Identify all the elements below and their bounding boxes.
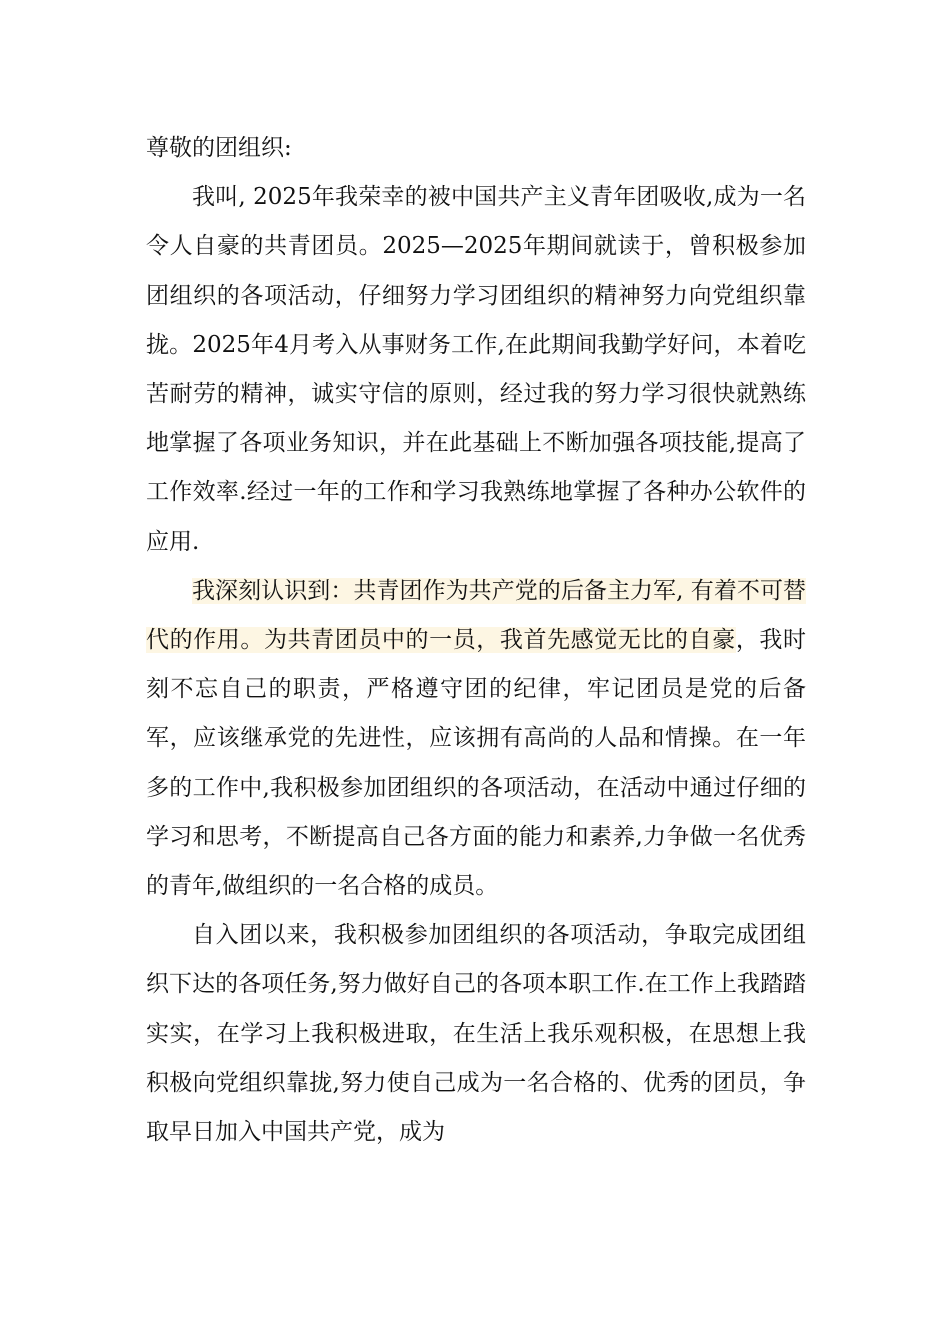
paragraph-1: 我叫, 2025年我荣幸的被中国共产主义青年团吸收,成为一名令人自豪的共青团员。2025—2025年期间就读于，曾积极参加团组织的各项活动，仔细努力学习团组织的精神努力向党组织靠拢。2025年4月考入从事财务工作,在此期间我勤学好问，本着吃苦耐劳的精神，诚实守信的原则，经过我的努力学习很快就熟练地掌握了各项业务知识，并在此基础上不断加强各项技能,提高了工作效率.经过一年的工作和学习我熟练地掌握了各种办公软件的应用.	[146, 184, 806, 555]
highlighted-text: 我深刻认识到：共青团作为共产党的后备主力军, 有着不可替代的作用。为共青团员中的一员，我首先感觉无比的自豪	[146, 577, 806, 654]
salutation: 尊敬的团组织:	[146, 135, 292, 161]
paragraph-3: 自入团以来，我积极参加团组织的各项活动，争取完成团组织下达的各项任务,努力做好自己的各项本职工作.在工作上我踏踏实实，在学习上我积极进取，在生活上我乐观积极，在思想上我积极向党组织靠拢,努力使自己成为一名合格的、优秀的团员，争取早日加入中国共产党，成为	[146, 922, 806, 1146]
paragraph-2	[146, 567, 806, 911]
paragraph-2-text: ，我时刻不忘自己的职责，严格遵守团的纪律，牢记团员是党的后备军，应该继承党的先进性，应该拥有高尚的人品和情操。在一年多的工作中,我积极参加团组织的各项活动，在活动中通过仔细的学习和思考，不断提高自己各方面的能力和素养,力争做一名优秀的青年,做组织的一名合格的成员。	[146, 627, 807, 900]
letter-body	[146, 124, 806, 1157]
